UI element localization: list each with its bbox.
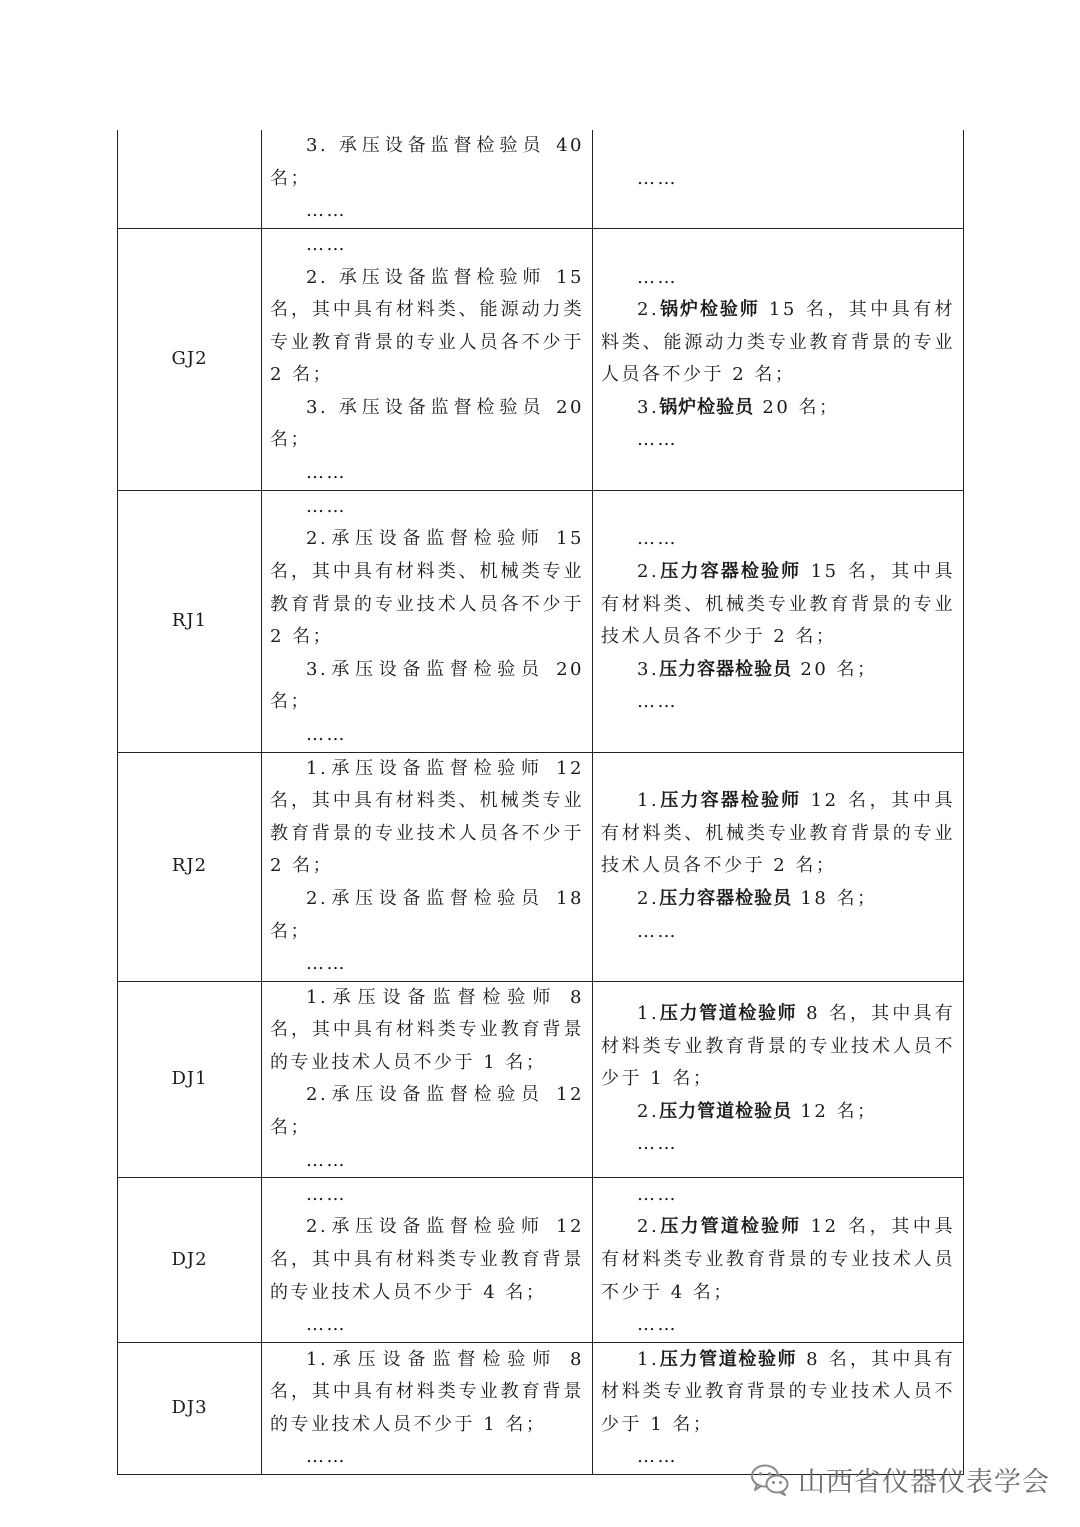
right-line — [601, 1344, 955, 1442]
item-number: 3. — [637, 658, 660, 680]
right-ellipsis: …… — [637, 1133, 678, 1155]
right-cell — [593, 1178, 964, 1343]
left-ellipsis: …… — [306, 1314, 347, 1336]
right-line — [601, 1211, 955, 1309]
left-cell — [262, 752, 593, 981]
right-cell — [593, 1343, 964, 1475]
left-ellipsis: …… — [306, 495, 347, 517]
table-row — [118, 228, 964, 490]
table-row — [118, 130, 964, 228]
left-ellipsis: …… — [306, 200, 347, 222]
wechat-icon — [750, 1463, 790, 1497]
row-code: RJ2 — [118, 752, 262, 981]
left-ellipsis: …… — [306, 723, 347, 745]
job-title: 压力管道检验师 — [659, 1002, 798, 1024]
item-text: 15 名，其中具有材料类、能源动力类专业教育背景的专业人员各不少于 2 名； — [601, 299, 955, 386]
left-ellipsis: …… — [306, 462, 347, 484]
table-row — [118, 1178, 964, 1343]
right-ellipsis: …… — [637, 266, 678, 288]
table-row — [118, 1343, 964, 1475]
job-title: 压力容器检验师 — [659, 560, 802, 582]
item-number: 2. — [637, 1100, 660, 1122]
job-title: 压力容器检验员 — [659, 658, 793, 680]
right-line — [601, 785, 955, 883]
item-number: 1. — [637, 1002, 660, 1024]
right-cell — [593, 228, 964, 490]
item-number: 3. — [637, 396, 660, 418]
item-text: 12 名，其中具有材料类专业教育背景的专业技术人员不少于 4 名； — [601, 1216, 955, 1303]
right-cell — [593, 981, 964, 1178]
item-text: 20 名； — [792, 658, 878, 680]
row-code: DJ2 — [118, 1178, 262, 1343]
right-cell — [593, 130, 964, 228]
right-ellipsis: …… — [637, 1446, 678, 1468]
right-line — [601, 1096, 955, 1129]
left-line: 2.承压设备监督检验师 15 名，其中具有材料类、机械类专业教育背景的专业技术人员各不少于 2 名； — [270, 528, 584, 648]
left-line: 3. 承压设备监督检验员 40 名； — [270, 135, 584, 189]
table-row — [118, 752, 964, 981]
left-line: 1.承压设备监督检验师 12 名，其中具有材料类、机械类专业教育背景的专业技术人员各不少于 2 名； — [270, 757, 584, 877]
left-line: 2.承压设备监督检验员 12 名； — [270, 1084, 584, 1139]
row-code: RJ1 — [118, 490, 262, 752]
item-number: 1. — [637, 1348, 660, 1370]
left-ellipsis: …… — [306, 953, 347, 975]
item-number: 2. — [637, 887, 660, 909]
right-ellipsis: …… — [637, 167, 678, 189]
right-ellipsis: …… — [637, 1183, 678, 1205]
job-title: 压力管道检验师 — [659, 1348, 798, 1370]
left-line: 2. 承压设备监督检验师 15 名，其中具有材料类、能源动力类专业教育背景的专业人员各不少于 2 名； — [270, 266, 584, 386]
right-ellipsis: …… — [637, 528, 678, 550]
right-ellipsis: …… — [637, 691, 678, 713]
right-ellipsis: …… — [637, 1314, 678, 1336]
right-line — [601, 294, 955, 392]
item-text: 15 名，其中具有材料类、机械类专业教育背景的专业技术人员各不少于 2 名； — [601, 560, 955, 648]
item-text: 18 名； — [792, 887, 878, 909]
item-text: 8 名，其中具有材料类专业教育背景的专业技术人员不少于 1 名； — [601, 1348, 956, 1435]
left-line: 1.承压设备监督检验师 8 名，其中具有材料类专业教育背景的专业技术人员不少于 1 名； — [270, 986, 584, 1073]
right-cell — [593, 752, 964, 981]
row-code: DJ3 — [118, 1343, 262, 1475]
table-row — [118, 490, 964, 752]
watermark-text: 山西省仪器仪表学会 — [798, 1467, 1050, 1498]
right-line — [601, 392, 955, 425]
left-cell — [262, 1343, 593, 1475]
left-cell — [262, 130, 593, 228]
left-cell — [262, 981, 593, 1178]
left-line: 3. 承压设备监督检验员 20 名； — [270, 396, 584, 451]
item-text: 20 名； — [754, 396, 840, 418]
row-code — [118, 130, 262, 228]
qualification-table — [117, 130, 964, 1475]
left-cell — [262, 490, 593, 752]
left-line: 3.承压设备监督检验员 20 名； — [270, 658, 584, 713]
left-line: 2.承压设备监督检验师 12 名，其中具有材料类专业教育背景的专业技术人员不少于 4 名； — [270, 1216, 584, 1303]
right-ellipsis: …… — [637, 429, 678, 451]
job-title: 锅炉检验师 — [659, 299, 760, 321]
left-ellipsis: …… — [306, 233, 347, 255]
table-row — [118, 981, 964, 1178]
left-ellipsis: …… — [306, 1183, 347, 1205]
item-text: 12 名； — [792, 1100, 878, 1122]
item-number: 2. — [637, 299, 660, 321]
right-line — [601, 556, 955, 654]
job-title: 压力管道检验师 — [659, 1216, 802, 1238]
job-title: 压力容器检验师 — [659, 790, 802, 812]
right-line — [601, 998, 955, 1096]
right-line — [601, 654, 955, 687]
left-line: 1.承压设备监督检验师 8 名，其中具有材料类专业教育背景的专业技术人员不少于 1 名； — [270, 1348, 584, 1435]
job-title: 压力容器检验员 — [659, 887, 793, 909]
job-title: 压力管道检验员 — [659, 1100, 793, 1122]
left-ellipsis: …… — [306, 1149, 347, 1171]
item-number: 2. — [637, 1216, 660, 1238]
left-cell — [262, 228, 593, 490]
item-number: 2. — [637, 560, 660, 582]
job-title: 锅炉检验员 — [659, 396, 755, 418]
item-text: 8 名，其中具有材料类专业教育背景的专业技术人员不少于 1 名； — [601, 1002, 956, 1090]
left-ellipsis: …… — [306, 1446, 347, 1468]
right-ellipsis: …… — [637, 920, 678, 942]
watermark — [750, 1460, 1050, 1499]
item-text: 12 名，其中具有材料类、机械类专业教育背景的专业技术人员各不少于 2 名； — [601, 790, 955, 877]
right-cell — [593, 490, 964, 752]
row-code: GJ2 — [118, 228, 262, 490]
item-number: 1. — [637, 790, 660, 812]
left-cell — [262, 1178, 593, 1343]
left-line: 2.承压设备监督检验员 18 名； — [270, 887, 584, 942]
right-line — [601, 883, 955, 916]
row-code: DJ1 — [118, 981, 262, 1178]
